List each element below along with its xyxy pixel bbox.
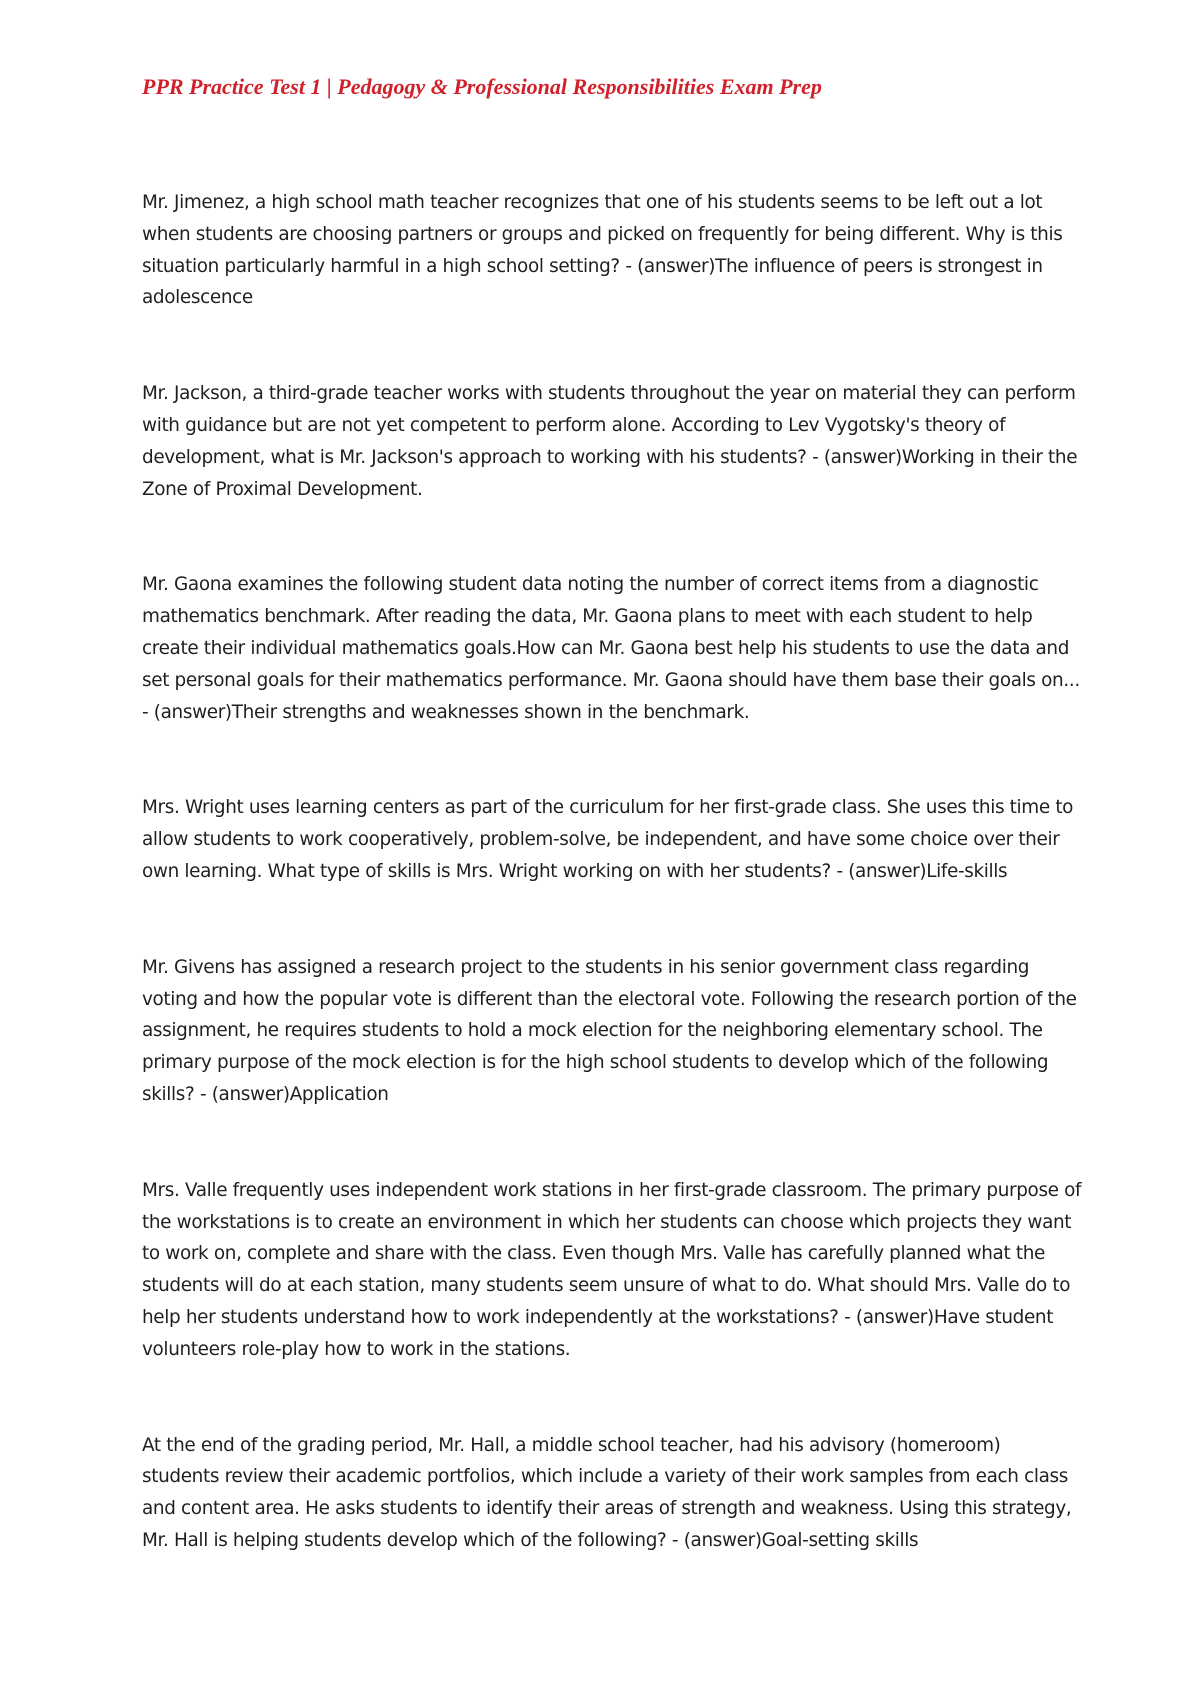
question-item-5: Mr. Givens has assigned a research project to the students in his senior government class regarding voting and how the popular vote is different than the electoral vote. Following the research portion of the assignment, he requires students to hold a mock election for the neighboring elementary school. The primary purpose of the mock election is for the high school students to develop which of the following skills? - (answer)Application xyxy=(142,956,1077,1105)
question-item-4: Mrs. Wright uses learning centers as part of the curriculum for her first-grade class. She uses this time to allow students to work cooperatively, problem-solve, be independent, and have some choice over their own learning. What type of skills is Mrs. Wright working on with her students? - (answer)Life-skills xyxy=(142,797,1074,882)
document-title: PPR Practice Test 1 | Pedagogy & Professional Responsibilities Exam Prep xyxy=(142,74,822,99)
question-item-1: Mr. Jimenez, a high school math teacher recognizes that one of his students seems to be left out a lot when students are choosing partners or groups and picked on frequently for being different. Why is this situation particularly harmful in a high school setting? - (answer)The influence of peers is strongest in adolescence xyxy=(142,192,1063,309)
question-list xyxy=(142,187,1082,1621)
question-item-2: Mr. Jackson, a third-grade teacher works with students throughout the year on material they can perform with guidance but are not yet competent to perform alone. According to Lev Vygotsky's theory of development, what is Mr. Jackson's approach to working with his students? - (answer)Working in their the Zone of Proximal Development. xyxy=(142,383,1078,500)
question-item-6: Mrs. Valle frequently uses independent work stations in her first-grade classroom. The primary purpose of the workstations is to create an environment in which her students can choose which projects they want to work on, complete and share with the class. Even though Mrs. Valle has carefully planned what the students will do at each station, many students seem unsure of what to do. What should Mrs. Valle do to help her students understand how to work independently at the workstations? - (answer)Have student volunteers role-play how to work in the stations. xyxy=(142,1179,1082,1360)
question-item-7: At the end of the grading period, Mr. Hall, a middle school teacher, had his advisory (homeroom) students review their academic portfolios, which include a variety of their work samples from each class and content area. He asks students to identify their areas of strength and weakness. Using this strategy, Mr. Hall is helping students develop which of the following? - (answer)Goal-setting skills xyxy=(142,1434,1072,1551)
question-item-3: Mr. Gaona examines the following student data noting the number of correct items from a diagnostic mathematics benchmark. After reading the data, Mr. Gaona plans to meet with each student to help create their individual mathematics goals.How can Mr. Gaona best help his students to use the data and set personal goals for their mathematics performance. Mr. Gaona should have them base their goals on... - (answer)Their strengths and weaknesses shown in the benchmark. xyxy=(142,574,1080,723)
